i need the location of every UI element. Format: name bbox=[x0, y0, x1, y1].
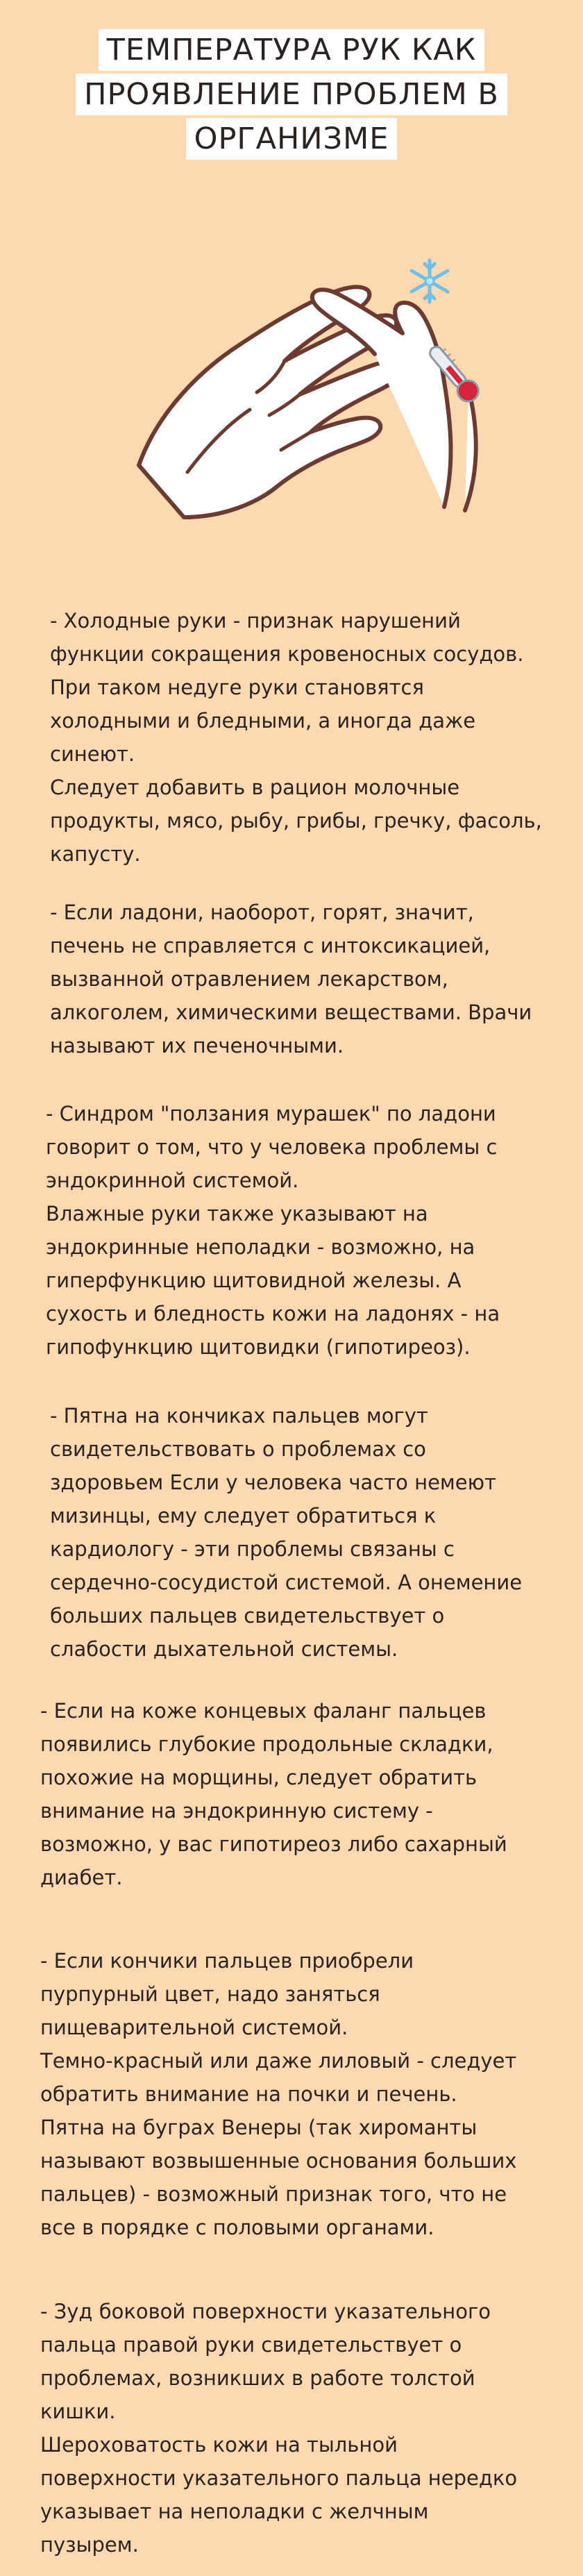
paragraph: - Синдром "ползания мурашек" по ладони говорит о том, что у человека проблемы с эндокринной системой. bbox=[46, 1102, 498, 1192]
snowflake-icon bbox=[405, 257, 454, 306]
section-finger-folds bbox=[40, 1694, 575, 1894]
paragraph: Шероховатость кожи на тыльной поверхности указательного пальца нередко указывает на неполадки с желчным пузырем. bbox=[40, 2433, 518, 2557]
paragraph: - Пятна на кончиках пальцев могут свидетельствовать о проблемах со здоровьем Если у человека часто немеют мизинцы, ему следует обратиться к кардиологу - эти проблемы связаны с сердечно-сосудистой системой. А онемение больших пальцев свидетельствует о слабости дыхательной системы. bbox=[50, 1404, 523, 1661]
paragraph: Следует добавить в рацион молочные продукты, мясо, рыбу, грибы, гречку, фасоль, капусту. bbox=[50, 776, 542, 866]
paragraph: - Если кончики пальцев приобрели пурпурный цвет, надо заняться пищеварительной системой. bbox=[40, 1949, 414, 2039]
paragraph: Влажные руки также указывают на эндокринные неполадки - возможно, на гиперфункцию щитовидной железы. А сухость и бледность кожи на ладонях - на гипофункцию щитовидки (гипотиреоз). bbox=[46, 1202, 500, 1359]
page-title bbox=[0, 29, 583, 162]
paragraph: Пятна на буграх Венеры (так хироманты называют возвышенные основания больших пальцев) - возможный признак того, что не все в порядке с половыми органами. bbox=[40, 2116, 517, 2239]
section-cold-hands bbox=[50, 604, 564, 871]
section-endocrine bbox=[46, 1097, 573, 1364]
title-line-2: ПРОЯВЛЕНИЕ ПРОБЛЕМ В bbox=[76, 74, 507, 115]
paragraph: - Если ладони, наоборот, горят, значит, печень не справляется с интоксикацией, вызванной отравлением лекарством, алкоголем, химическими веществами. Врачи называют их печеночными. bbox=[50, 901, 532, 1057]
paragraph: - Холодные руки - признак нарушений функции сокращения кровеносных сосудов. При таком недуге руки становятся холодными и бледными, а иногда даже синеют. bbox=[50, 609, 524, 766]
title-line-1: ТЕМПЕРАТУРА РУК КАК bbox=[99, 29, 485, 71]
paragraph: Темно-красный или даже лиловый - следует обратить внимание на почки и печень. bbox=[40, 2049, 517, 2106]
section-purple-fingertips bbox=[40, 1944, 575, 2244]
hands-illustration bbox=[118, 236, 521, 528]
thermometer-icon bbox=[423, 337, 486, 413]
section-fingertip-spots bbox=[50, 1399, 577, 1666]
paragraph: - Зуд боковой поверхности указательного пальца правой руки свидетельствует о проблемах, возникших в работе толстой кишки. bbox=[40, 2300, 491, 2423]
section-index-finger bbox=[40, 2295, 575, 2561]
title-line-3: ОРГАНИЗМЕ bbox=[186, 118, 398, 160]
section-burning-palms bbox=[50, 896, 564, 1062]
paragraph: - Если на коже концевых фаланг пальцев появились глубокие продольные складки, похожие на морщины, следует обратить внимание на эндокринную систему - возможно, у вас гипотиреоз либо сахарный диабет. bbox=[40, 1699, 507, 1889]
